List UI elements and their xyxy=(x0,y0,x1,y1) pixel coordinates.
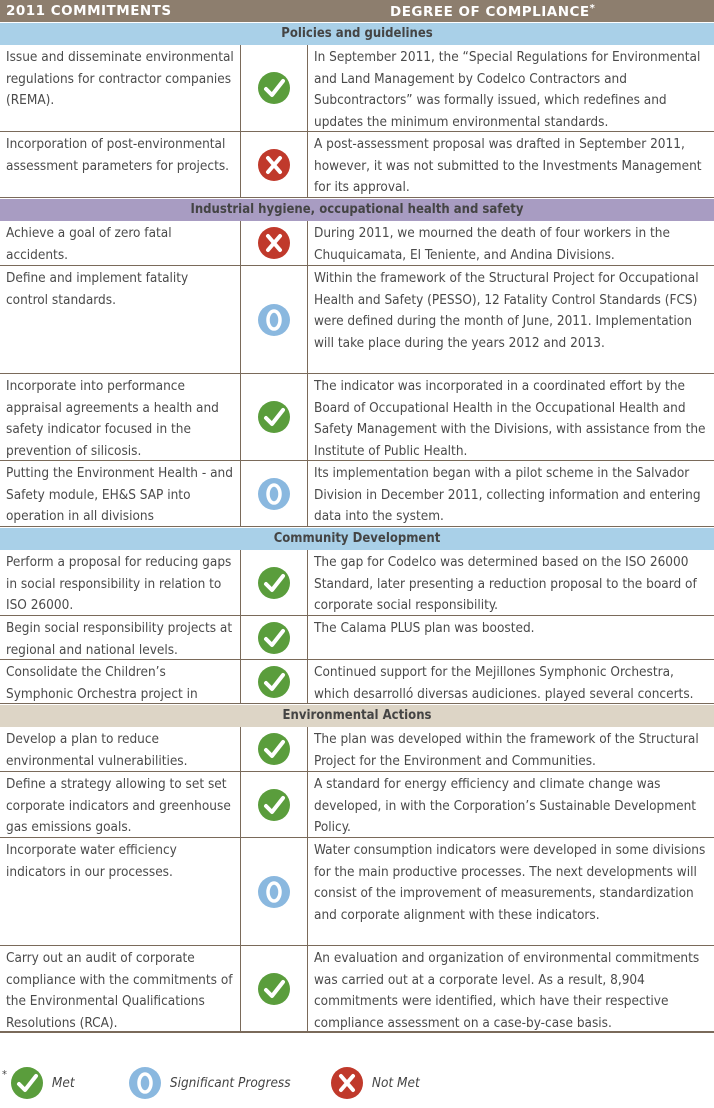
compliance-cell: In September 2011, the “Special Regulations for Environmental and Land Management by Codelco Contractors and Subcontractors” was formally issued, which redefines and updates the minimum environmental standards. xyxy=(314,49,701,130)
compliance-cell: The plan was developed within the framework of the Structural Project for the Environment and Communities. xyxy=(314,731,699,769)
commitment-cell: Develop a plan to reduce environmental vulnerabilities. xyxy=(6,731,188,769)
commitments-column-header: 2011 COMMITMENTS xyxy=(6,3,172,19)
table-row xyxy=(0,727,714,772)
check-icon xyxy=(257,788,291,822)
commitment-cell: Consolidate the Children’s Symphonic Orchestra project in xyxy=(6,664,198,702)
compliance-cell: During 2011, we mourned the death of four workers in the Chuquicamata, El Teniente, and Andina Divisions. xyxy=(314,225,670,263)
table-row xyxy=(0,616,714,660)
status-cell xyxy=(240,660,308,703)
commitment-cell: Putting the Environment Health - and Safety module, EH&S SAP into operation in all divisions xyxy=(6,465,233,524)
compliance-cell: Its implementation began with a pilot scheme in the Salvador Division in December 2011, collecting information and entering data into the system. xyxy=(314,465,701,524)
check-icon xyxy=(257,400,291,434)
table-row xyxy=(0,772,714,838)
check-icon xyxy=(10,1066,44,1100)
compliance-column-header: DEGREE OF COMPLIANCE* xyxy=(390,3,596,20)
check-icon xyxy=(257,732,291,766)
table-row xyxy=(0,45,714,132)
compliance-cell: An evaluation and organization of environmental commitments was carried out at a corporate level. As a result, 8,904 commitments were identified, which have their respective compliance assessment on a case-by-case basis. xyxy=(314,950,700,1031)
zero-circle-icon xyxy=(257,303,291,337)
legend-progress xyxy=(128,1066,291,1100)
commitment-cell: Incorporate into performance appraisal agreements a health and safety indicator focused in the prevention of silicosis. xyxy=(6,378,219,459)
commitment-cell: Begin social responsibility projects at regional and national levels. xyxy=(6,620,233,658)
commitment-cell: Define a strategy allowing to set set corporate indicators and greenhouse gas emissions goals. xyxy=(6,776,231,835)
compliance-cell: Within the framework of the Structural Project for Occupational Health and Safety (PESSO), 12 Fatality Control Standards (FCS) were defined during the month of June, 2011. Implementation will take place during the years 2012 and 2013. xyxy=(314,270,699,351)
table-row xyxy=(0,838,714,946)
table-row xyxy=(0,550,714,616)
legend-not-met xyxy=(330,1066,420,1100)
table-row xyxy=(0,660,714,704)
table-row xyxy=(0,266,714,374)
status-cell xyxy=(240,838,308,945)
status-cell xyxy=(240,727,308,771)
status-cell xyxy=(240,616,308,659)
table-header xyxy=(0,0,714,22)
compliance-cell: The gap for Codelco was determined based on the ISO 26000 Standard, later presenting a reduction proposal to the board of corporate social responsibility. xyxy=(314,554,697,613)
check-icon xyxy=(257,71,291,105)
commitment-cell: Issue and disseminate environmental regulations for contractor companies (REMA). xyxy=(6,49,234,108)
table-row xyxy=(0,132,714,198)
status-cell xyxy=(240,266,308,373)
compliance-cell: The Calama PLUS plan was boosted. xyxy=(314,620,535,636)
table-row xyxy=(0,374,714,461)
check-icon xyxy=(257,566,291,600)
table-row xyxy=(0,461,714,527)
compliance-cell: A post-assessment proposal was drafted in September 2011, however, it was not submitted to the Investments Management for its approval. xyxy=(314,136,702,195)
status-cell xyxy=(240,374,308,460)
legend xyxy=(0,1064,714,1104)
commitment-cell: Achieve a goal of zero fatal accidents. xyxy=(6,225,172,263)
commitment-cell: Incorporate water efficiency indicators in our processes. xyxy=(6,842,177,880)
commitment-cell: Incorporation of post-environmental assessment parameters for projects. xyxy=(6,136,230,174)
table-row xyxy=(0,221,714,266)
check-icon xyxy=(257,621,291,655)
commitment-cell: Carry out an audit of corporate compliance with the commitments of the Environmental Qualifications Resolutions (RCA). xyxy=(6,950,233,1031)
legend-asterisk: * xyxy=(2,1068,7,1081)
status-cell xyxy=(240,461,308,526)
x-icon xyxy=(330,1066,364,1100)
status-cell xyxy=(240,132,308,197)
section-header-community: Community Development xyxy=(0,528,714,550)
status-cell xyxy=(240,772,308,837)
legend-not-met-label: Not Met xyxy=(371,1075,420,1091)
x-icon xyxy=(257,148,291,182)
compliance-cell: Continued support for the Mejillones Symphonic Orchestra, which desarrolló diversas audiciones. played several concerts. xyxy=(314,664,694,702)
status-cell xyxy=(240,45,308,131)
zero-circle-icon xyxy=(257,875,291,909)
commitment-cell: Define and implement fatality control standards. xyxy=(6,270,189,308)
zero-circle-icon xyxy=(128,1066,162,1100)
status-cell xyxy=(240,221,308,265)
legend-met xyxy=(10,1066,75,1100)
status-cell xyxy=(240,550,308,615)
zero-circle-icon xyxy=(257,477,291,511)
commitment-cell: Perform a proposal for reducing gaps in social responsibility in relation to ISO 26000. xyxy=(6,554,232,613)
compliance-cell: A standard for energy efficiency and climate change was developed, in with the Corporation’s Sustainable Development Policy. xyxy=(314,776,697,835)
check-icon xyxy=(257,972,291,1006)
legend-met-label: Met xyxy=(51,1075,75,1091)
status-cell xyxy=(240,946,308,1031)
check-icon xyxy=(257,665,291,699)
compliance-cell: Water consumption indicators were developed in some divisions for the main productive processes. The next developments will consist of the improvement of measurements, standardization and corporate alignment with these indicators. xyxy=(314,842,706,923)
compliance-cell: The indicator was incorporated in a coordinated effort by the Board of Occupational Health in the Occupational Health and Safety Management with the Divisions, with assistance from the Institute of Public Health. xyxy=(314,378,706,459)
table-row xyxy=(0,946,714,1033)
section-header-hygiene: Industrial hygiene, occupational health and safety xyxy=(0,199,714,221)
section-header-policies: Policies and guidelines xyxy=(0,23,714,45)
legend-progress-label: Significant Progress xyxy=(169,1075,291,1091)
section-header-environment: Environmental Actions xyxy=(0,705,714,727)
x-icon xyxy=(257,226,291,260)
